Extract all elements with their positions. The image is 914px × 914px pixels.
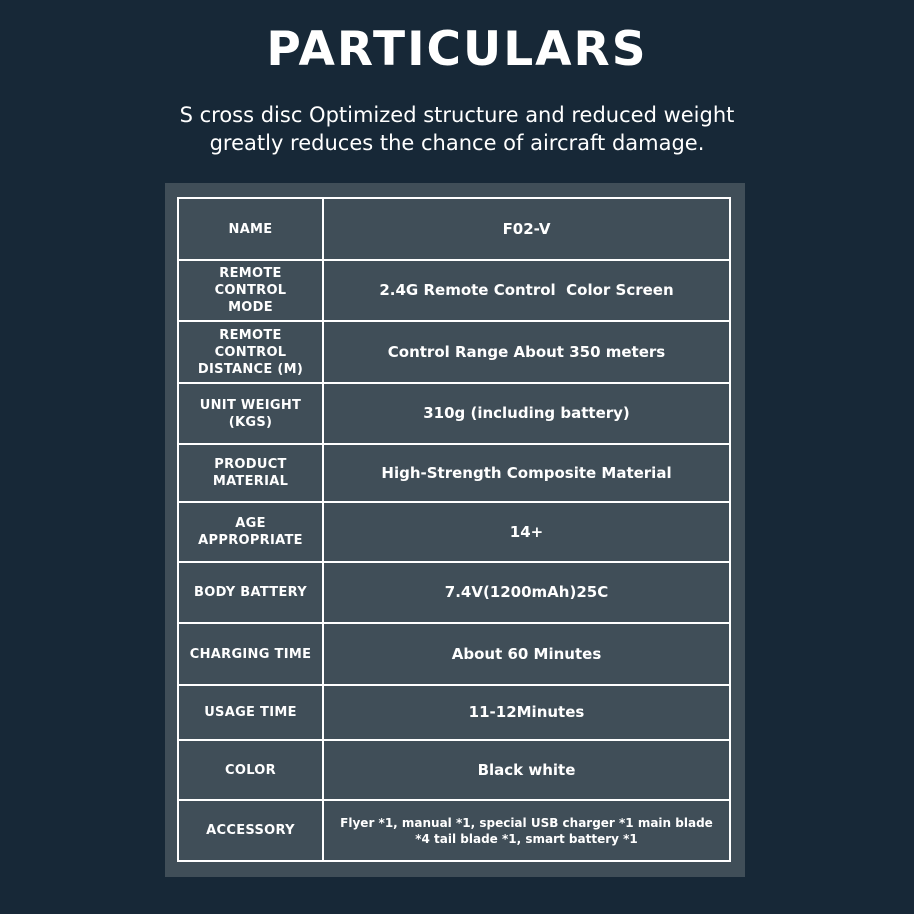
table-row [178,321,730,383]
spec-value: 14+ [323,502,730,562]
page-subtitle [0,101,914,157]
table-row [178,800,730,861]
spec-value: About 60 Minutes [323,623,730,685]
spec-value: Control Range About 350 meters [323,321,730,383]
table-row [178,685,730,740]
table-row [178,260,730,321]
spec-label: REMOTE CONTROL DISTANCE (M) [178,321,323,383]
spec-value: 7.4V(1200mAh)25C [323,562,730,623]
table-row [178,444,730,502]
spec-label: COLOR [178,740,323,800]
table-row [178,198,730,260]
spec-label: AGE APPROPRIATE [178,502,323,562]
spec-label: ACCESSORY [178,800,323,861]
spec-value: 310g (including battery) [323,383,730,444]
spec-label: REMOTE CONTROL MODE [178,260,323,321]
spec-value: Black white [323,740,730,800]
subtitle-line-1: S cross disc Optimized structure and reduced weight [179,103,735,127]
spec-label: USAGE TIME [178,685,323,740]
table-row [178,623,730,685]
subtitle-line-2: greatly reduces the chance of aircraft damage. [209,131,705,155]
spec-value: High-Strength Composite Material [323,444,730,502]
spec-value: 11-12Minutes [323,685,730,740]
spec-label: PRODUCT MATERIAL [178,444,323,502]
spec-value: Flyer *1, manual *1, special USB charger *1 main blade *4 tail blade *1, smart battery *1 [323,800,730,861]
spec-value: F02-V [323,198,730,260]
spec-table [177,197,731,862]
spec-label: NAME [178,198,323,260]
table-row [178,562,730,623]
table-row [178,502,730,562]
spec-label: UNIT WEIGHT (KGS) [178,383,323,444]
table-row [178,740,730,800]
spec-label: BODY BATTERY [178,562,323,623]
spec-label: CHARGING TIME [178,623,323,685]
page-title: PARTICULARS [266,22,648,77]
spec-value: 2.4G Remote Control Color Screen [323,260,730,321]
table-row [178,383,730,444]
